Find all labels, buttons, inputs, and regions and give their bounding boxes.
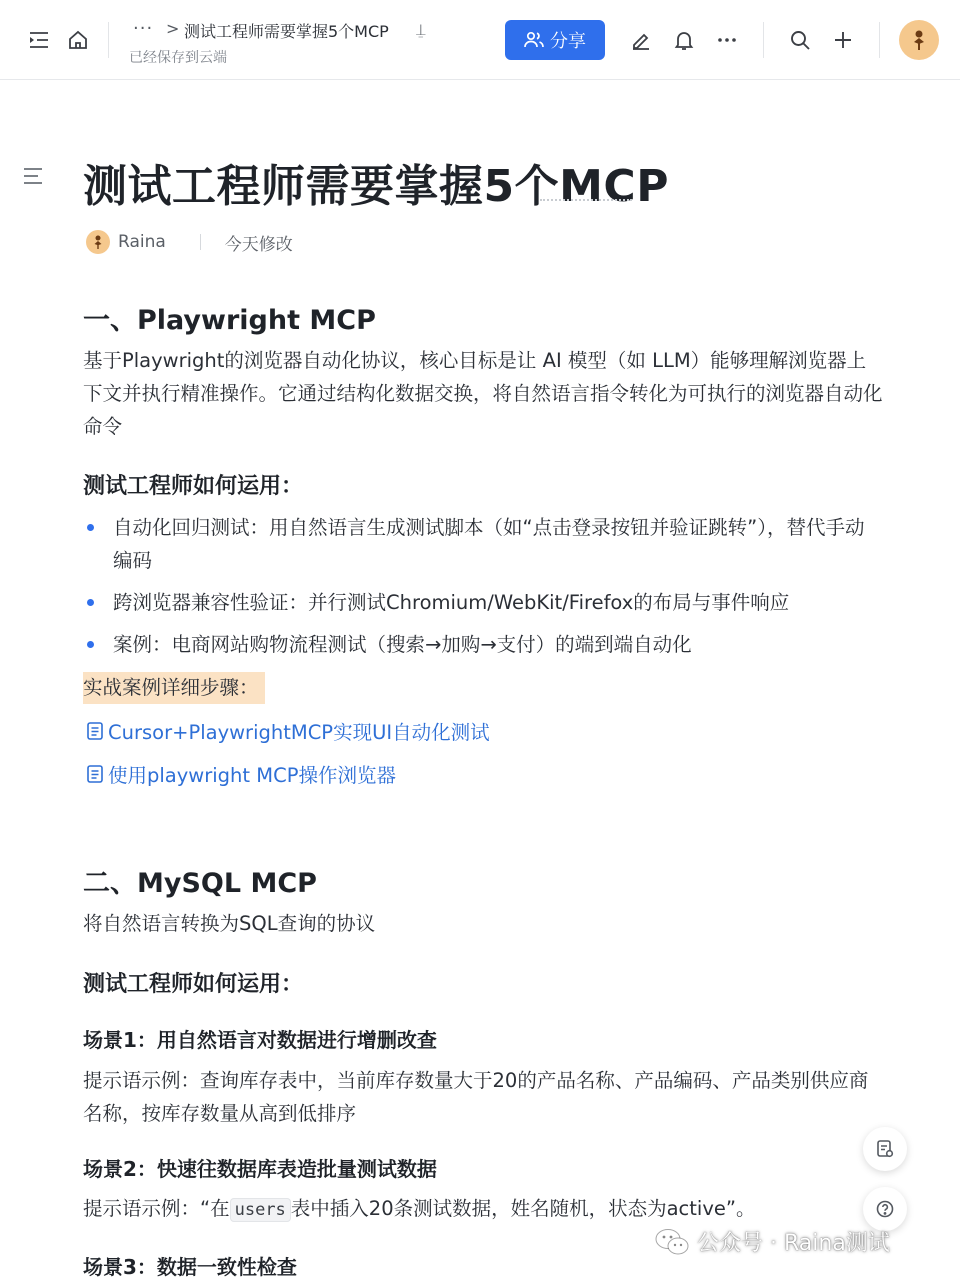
bell-icon[interactable] [673, 29, 695, 51]
toolbar-divider [879, 22, 880, 58]
subheading-usage: 测试工程师如何运用： [83, 972, 304, 997]
toolbar-divider [763, 22, 764, 58]
meta-divider [200, 234, 201, 250]
doc-link-cursor-playwright[interactable] [86, 717, 490, 745]
toolbar-divider [108, 22, 109, 58]
list-item [87, 511, 877, 577]
section-heading-mysql: 二、MySQL MCP [83, 868, 317, 899]
save-status: 已经保存到云端 [129, 50, 227, 66]
author-name[interactable]: Raina [118, 232, 166, 252]
section-heading-playwright: 一、Playwright MCP [83, 305, 376, 336]
search-icon[interactable] [789, 29, 811, 51]
bullet-dot [87, 641, 94, 648]
document-icon [86, 764, 104, 784]
doc-link-label: Cursor+PlaywrightMCP实现UI自动化测试 [108, 721, 490, 744]
comment-list-icon [875, 1139, 895, 1159]
user-avatar[interactable] [899, 20, 939, 60]
inline-code: users [230, 1198, 291, 1222]
collapse-sidebar-icon[interactable] [28, 30, 50, 50]
scene3-heading: 场景3：数据一致性检查 [83, 1255, 297, 1279]
add-icon[interactable] [832, 29, 854, 51]
top-toolbar [0, 0, 960, 80]
more-options-icon[interactable] [716, 29, 738, 51]
share-label: 分享 [550, 31, 586, 52]
title-underline [540, 199, 632, 201]
list-item [87, 628, 877, 661]
breadcrumb-doc-title[interactable]: 测试工程师需要掌握5个MCP [184, 22, 389, 41]
wechat-icon [655, 1228, 689, 1256]
help-icon [875, 1199, 895, 1219]
comments-panel-button[interactable] [863, 1127, 907, 1171]
doc-link-playwright-browser[interactable] [86, 760, 396, 788]
watermark-text: 公众号 · Raina测试 [697, 1231, 890, 1256]
scene2-text [83, 1192, 883, 1227]
scene2-prefix: 提示语示例：“在 [83, 1197, 230, 1220]
highlighted-text: 实战案例详细步骤： [83, 672, 265, 704]
chevron-right-icon: > [166, 19, 180, 38]
list-item-text: 自动化回归测试：用自然语言生成测试脚本（如“点击登录按钮并验证跳转”），替代手动编码 [113, 516, 865, 572]
list-item-text: 跨浏览器兼容性验证：并行测试Chromium/WebKit/Firefox的布局与事件响应 [113, 591, 790, 614]
users-icon [524, 31, 544, 49]
help-button[interactable] [863, 1187, 907, 1231]
author-avatar[interactable] [86, 230, 110, 254]
outline-toggle-icon[interactable] [22, 166, 44, 190]
scene1-heading: 场景1：用自然语言对数据进行增删改查 [83, 1028, 437, 1052]
scene2-heading: 场景2：快速往数据库表造批量测试数据 [83, 1157, 437, 1181]
paragraph-playwright-intro: 基于Playwright的浏览器自动化协议，核心目标是让 AI 模型（如 LLM）能够理解浏览器上下文并执行精准操作。它通过结构化数据交换，将自然语言指令转化为可执行的浏览器自动化命令 [83, 349, 883, 438]
document-icon [86, 721, 104, 741]
bullet-dot [87, 599, 94, 606]
doc-link-label: 使用playwright MCP操作浏览器 [108, 764, 396, 787]
pin-icon[interactable]: ⍊ [416, 20, 426, 39]
document-title: 测试工程师需要掌握5个MCP [83, 161, 669, 212]
watermark [655, 1226, 890, 1257]
modified-time: 今天修改 [224, 234, 293, 255]
scene2-suffix: 表中插入20条测试数据，姓名随机，状态为active”。 [290, 1197, 756, 1220]
share-button[interactable] [505, 20, 605, 60]
subheading-usage: 测试工程师如何运用： [83, 474, 304, 499]
scene1-text: 提示语示例：查询库存表中，当前库存数量大于20的产品名称、产品编码、产品类别供应商名称，按库存数量从高到低排序 [83, 1069, 869, 1125]
bullet-dot [87, 524, 94, 531]
home-icon[interactable] [67, 29, 89, 51]
list-item-text: 案例：电商网站购物流程测试（搜索→加购→支付）的端到端自动化 [113, 633, 692, 656]
breadcrumb-more-icon[interactable]: ··· [133, 18, 154, 39]
list-item [87, 586, 877, 619]
paragraph-mysql-intro: 将自然语言转换为SQL查询的协议 [83, 912, 376, 935]
document-meta [86, 228, 293, 256]
edit-icon[interactable] [630, 29, 652, 51]
